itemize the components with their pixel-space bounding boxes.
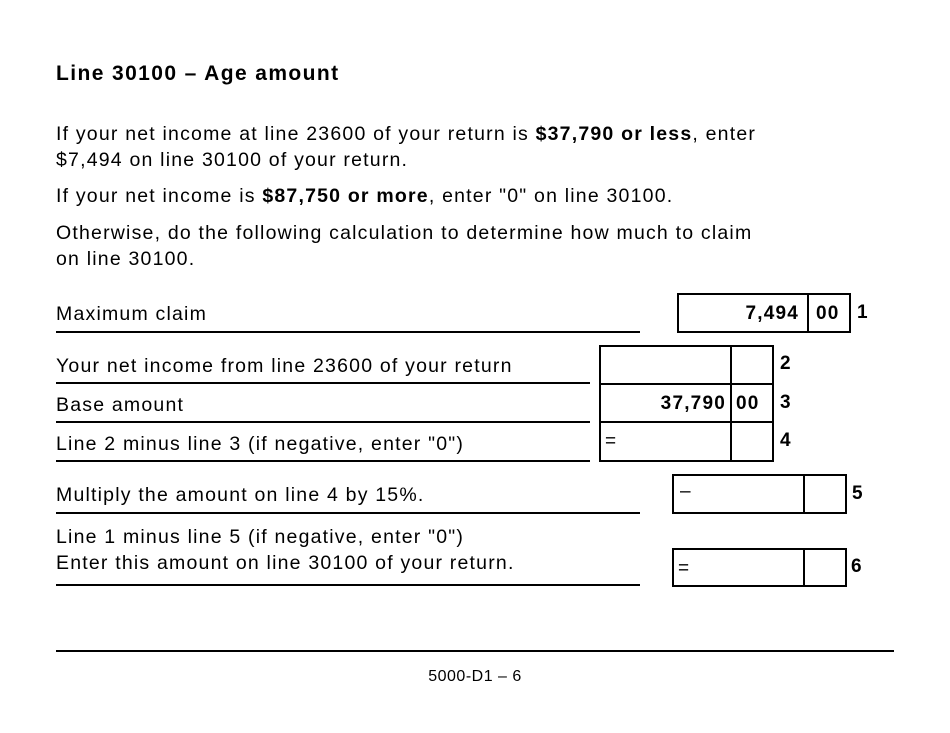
line-1-underline	[56, 331, 640, 333]
intro-p2-text-c: , enter "0" on line 30100.	[428, 185, 674, 207]
intro-p2-threshold: $87,750 or more	[262, 185, 429, 207]
line-5-underline	[56, 512, 640, 514]
intro-p3-line2: on line 30100.	[56, 248, 196, 270]
page-identifier: 5000-D1 – 6	[428, 668, 522, 685]
line-4-dollars-field[interactable]	[601, 423, 732, 460]
line-3-cents-field[interactable]	[732, 385, 772, 421]
line-6-operator: =	[678, 558, 690, 579]
line-4-label: Line 2 minus line 3 (if negative, enter "0")	[56, 433, 465, 455]
line-5-cents-field[interactable]	[805, 476, 845, 512]
line-3-number: 3	[780, 392, 791, 413]
intro-p1-threshold: $37,790 or less	[535, 123, 693, 145]
line-3-cents-value: 00	[736, 393, 760, 414]
line-6-underline	[56, 584, 640, 586]
intro-p2-text-a: If your net income is	[56, 185, 263, 207]
line-2-number: 2	[780, 353, 791, 374]
line-3-amount-box[interactable]	[599, 383, 774, 423]
section-title: Line 30100 – Age amount	[56, 62, 340, 85]
line-4-amount-box[interactable]	[599, 421, 774, 462]
line-6-cents-field[interactable]	[805, 550, 845, 585]
intro-p1-line2: $7,494 on line 30100 of your return.	[56, 149, 409, 171]
line-6-dollars-field[interactable]	[674, 550, 805, 585]
line-2-label: Your net income from line 23600 of your return	[56, 355, 513, 377]
line-5-label: Multiply the amount on line 4 by 15%.	[56, 484, 425, 506]
line-6-amount-box[interactable]	[672, 548, 847, 587]
line-2-underline	[56, 382, 590, 384]
line-3-label: Base amount	[56, 394, 185, 416]
intro-paragraph-2	[56, 183, 673, 209]
line-5-number: 5	[852, 483, 863, 504]
line-2-cents-field[interactable]	[732, 347, 772, 383]
intro-paragraph-3	[56, 220, 752, 272]
line-1-label: Maximum claim	[56, 303, 208, 325]
intro-p3-line1: Otherwise, do the following calculation to determine how much to claim	[56, 222, 753, 244]
intro-paragraph-1	[56, 121, 756, 173]
line-6-label-2: Enter this amount on line 30100 of your return.	[56, 552, 515, 574]
line-5-operator: –	[680, 481, 691, 502]
line-2-amount-box[interactable]	[599, 345, 774, 385]
line-6-label: Line 1 minus line 5 (if negative, enter "0")	[56, 526, 465, 548]
line-3-dollars-value: 37,790	[660, 393, 726, 414]
intro-p1-text-a: If your net income at line 23600 of your return is	[56, 123, 536, 145]
line-6-number: 6	[851, 556, 862, 577]
line-4-number: 4	[780, 430, 791, 451]
line-1-dollars-field[interactable]	[679, 295, 809, 331]
line-1-number: 1	[857, 302, 868, 323]
line-1-cents-value: 00	[816, 303, 840, 324]
line-3-dollars-field[interactable]	[601, 385, 732, 421]
line-2-dollars-field[interactable]	[601, 347, 732, 383]
line-1-amount-box[interactable]	[677, 293, 851, 333]
line-4-cents-field[interactable]	[732, 423, 772, 460]
line-1-cents-field[interactable]	[809, 295, 849, 331]
intro-p1-text-c: , enter	[692, 123, 757, 145]
line-1-dollars-value: 7,494	[745, 303, 799, 324]
line-3-underline	[56, 421, 590, 423]
footer-divider	[56, 650, 894, 652]
line-4-operator: =	[605, 431, 617, 452]
line-5-dollars-field[interactable]	[674, 476, 805, 512]
line-5-amount-box[interactable]	[672, 474, 847, 514]
line-4-underline	[56, 460, 590, 462]
